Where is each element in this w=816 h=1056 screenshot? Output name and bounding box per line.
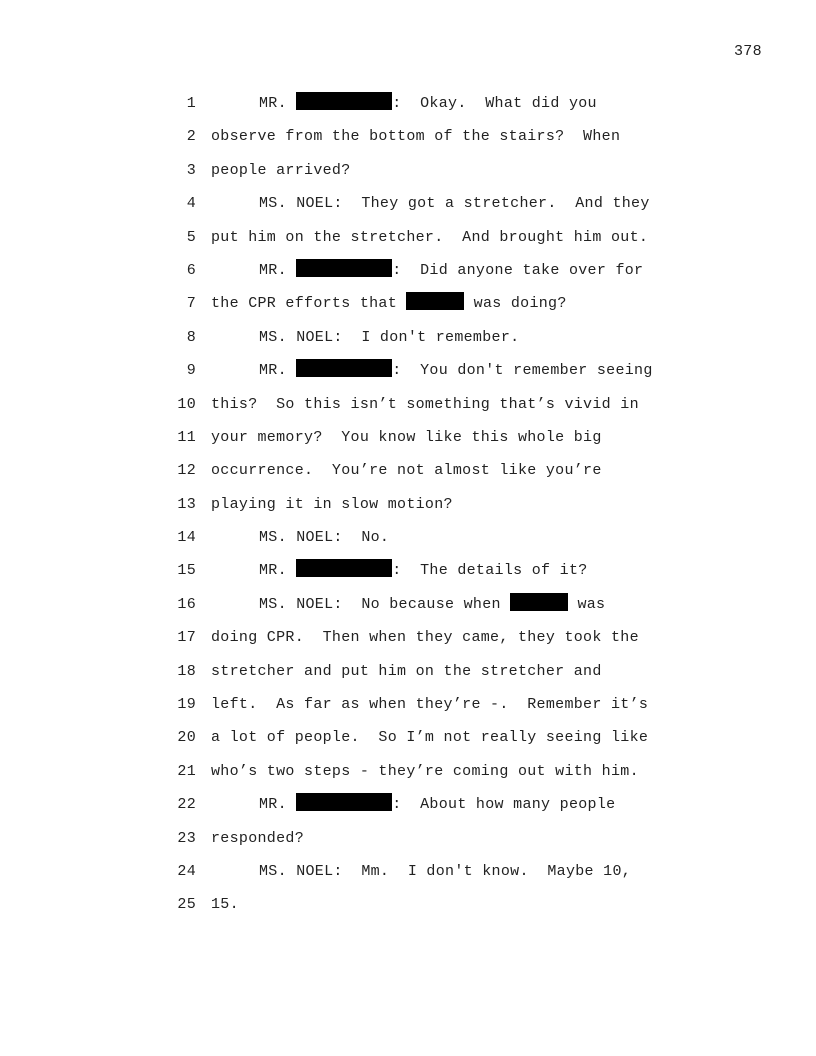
text-segment: MS. NOEL: Mm. I don't know. Maybe 10, <box>259 862 632 880</box>
line-number: 15 <box>177 562 196 580</box>
text-segment: MR. <box>259 261 297 279</box>
line-text <box>211 621 639 654</box>
line-text <box>259 554 588 587</box>
line-text <box>211 154 351 187</box>
line-number: 25 <box>177 896 196 914</box>
transcript-line <box>172 287 692 320</box>
transcript-line <box>172 454 692 487</box>
line-number: 10 <box>177 395 196 413</box>
transcript-line <box>172 554 692 587</box>
line-number: 2 <box>186 128 196 146</box>
line-text <box>259 87 597 120</box>
text-segment: observe from the bottom of the stairs? When <box>211 128 621 146</box>
line-number: 8 <box>186 328 196 346</box>
line-text <box>211 822 304 855</box>
text-segment: people arrived? <box>211 161 351 179</box>
text-segment: MS. NOEL: They got a stretcher. And they <box>259 195 650 213</box>
line-number: 3 <box>186 161 196 179</box>
line-text <box>259 321 519 354</box>
line-text <box>211 888 239 921</box>
text-segment: was doing? <box>464 295 567 313</box>
line-text <box>259 588 605 621</box>
text-segment: this? So this isn’t something that’s vivid in <box>211 395 639 413</box>
line-number: 9 <box>186 362 196 380</box>
line-number: 6 <box>186 261 196 279</box>
redaction-box <box>296 559 392 577</box>
text-segment: was <box>568 595 606 613</box>
line-number: 20 <box>177 729 196 747</box>
transcript-line <box>172 354 692 387</box>
line-text <box>211 721 648 754</box>
redaction-box <box>510 593 568 611</box>
line-number: 13 <box>177 495 196 513</box>
line-text <box>259 354 653 387</box>
line-text <box>259 254 643 287</box>
transcript-line <box>172 655 692 688</box>
text-segment: : Okay. What did you <box>392 95 597 112</box>
transcript-line <box>172 321 692 354</box>
text-segment: 15. <box>211 896 239 914</box>
text-segment: your memory? You know like this whole big <box>211 428 602 446</box>
transcript-line <box>172 588 692 621</box>
transcript-line <box>172 254 692 287</box>
text-segment: MS. NOEL: No. <box>259 529 390 547</box>
line-text <box>211 688 648 721</box>
line-number: 11 <box>177 428 196 446</box>
text-segment: playing it in slow motion? <box>211 495 453 513</box>
line-number: 12 <box>177 462 196 480</box>
transcript-line <box>172 187 692 220</box>
line-number: 19 <box>177 696 196 714</box>
text-segment: who’s two steps - they’re coming out with him. <box>211 762 639 780</box>
redaction-box <box>296 359 392 377</box>
text-segment: the CPR efforts that <box>211 295 407 313</box>
transcript-body <box>172 87 692 922</box>
text-segment: MS. NOEL: No because when <box>259 595 511 613</box>
transcript-line <box>172 755 692 788</box>
transcript-line <box>172 688 692 721</box>
line-text <box>259 521 389 554</box>
transcript-line <box>172 388 692 421</box>
transcript-line <box>172 855 692 888</box>
line-text <box>211 488 453 521</box>
line-text <box>259 855 631 888</box>
transcript-line <box>172 488 692 521</box>
text-segment: a lot of people. So I’m not really seeing like <box>211 729 649 747</box>
transcript-line <box>172 822 692 855</box>
text-segment: left. As far as when they’re -. Remember it’s <box>211 696 649 714</box>
line-number: 21 <box>177 762 196 780</box>
text-segment: MR. <box>259 796 297 814</box>
line-number: 18 <box>177 662 196 680</box>
text-segment: MR. <box>259 362 297 380</box>
text-segment: responded? <box>211 829 305 847</box>
text-segment: put him on the stretcher. And brought him out. <box>211 228 649 246</box>
line-number: 4 <box>186 195 196 213</box>
transcript-line <box>172 521 692 554</box>
text-segment: : Did anyone take over for <box>392 261 644 279</box>
transcript-line <box>172 154 692 187</box>
line-number: 22 <box>177 796 196 814</box>
line-number: 24 <box>177 862 196 880</box>
text-segment: MR. <box>259 562 297 580</box>
line-text <box>211 421 602 454</box>
text-segment: doing CPR. Then when they came, they took the <box>211 629 639 647</box>
line-text <box>211 454 602 487</box>
text-segment: : You don't remember seeing <box>392 362 653 380</box>
line-text <box>211 388 639 421</box>
text-segment: : The details of it? <box>392 562 588 580</box>
redaction-box <box>296 92 392 110</box>
line-text <box>211 755 639 788</box>
transcript-line <box>172 421 692 454</box>
transcript-line <box>172 788 692 821</box>
transcript-line <box>172 120 692 153</box>
text-segment: occurrence. You’re not almost like you’re <box>211 462 602 480</box>
line-number: 14 <box>177 529 196 547</box>
line-text <box>259 788 615 821</box>
transcript-line <box>172 721 692 754</box>
text-segment: stretcher and put him on the stretcher and <box>211 662 602 680</box>
line-text <box>211 287 567 320</box>
text-segment: : About how many people <box>392 796 616 814</box>
text-segment: MR. <box>259 95 297 112</box>
line-number: 23 <box>177 829 196 847</box>
line-number: 16 <box>177 595 196 613</box>
line-number: 1 <box>186 95 196 112</box>
line-text <box>211 221 648 254</box>
transcript-line <box>172 888 692 921</box>
text-segment: MS. NOEL: I don't remember. <box>259 328 520 346</box>
page-number: 378 <box>734 43 762 60</box>
redaction-box <box>296 793 392 811</box>
transcript-line <box>172 621 692 654</box>
line-text <box>211 120 620 153</box>
line-number: 17 <box>177 629 196 647</box>
line-number: 7 <box>186 295 196 313</box>
transcript-line <box>172 87 692 120</box>
redaction-box <box>406 292 464 310</box>
line-number: 5 <box>186 228 196 246</box>
redaction-box <box>296 259 392 277</box>
line-text <box>211 655 602 688</box>
line-text <box>259 187 650 220</box>
transcript-line <box>172 221 692 254</box>
